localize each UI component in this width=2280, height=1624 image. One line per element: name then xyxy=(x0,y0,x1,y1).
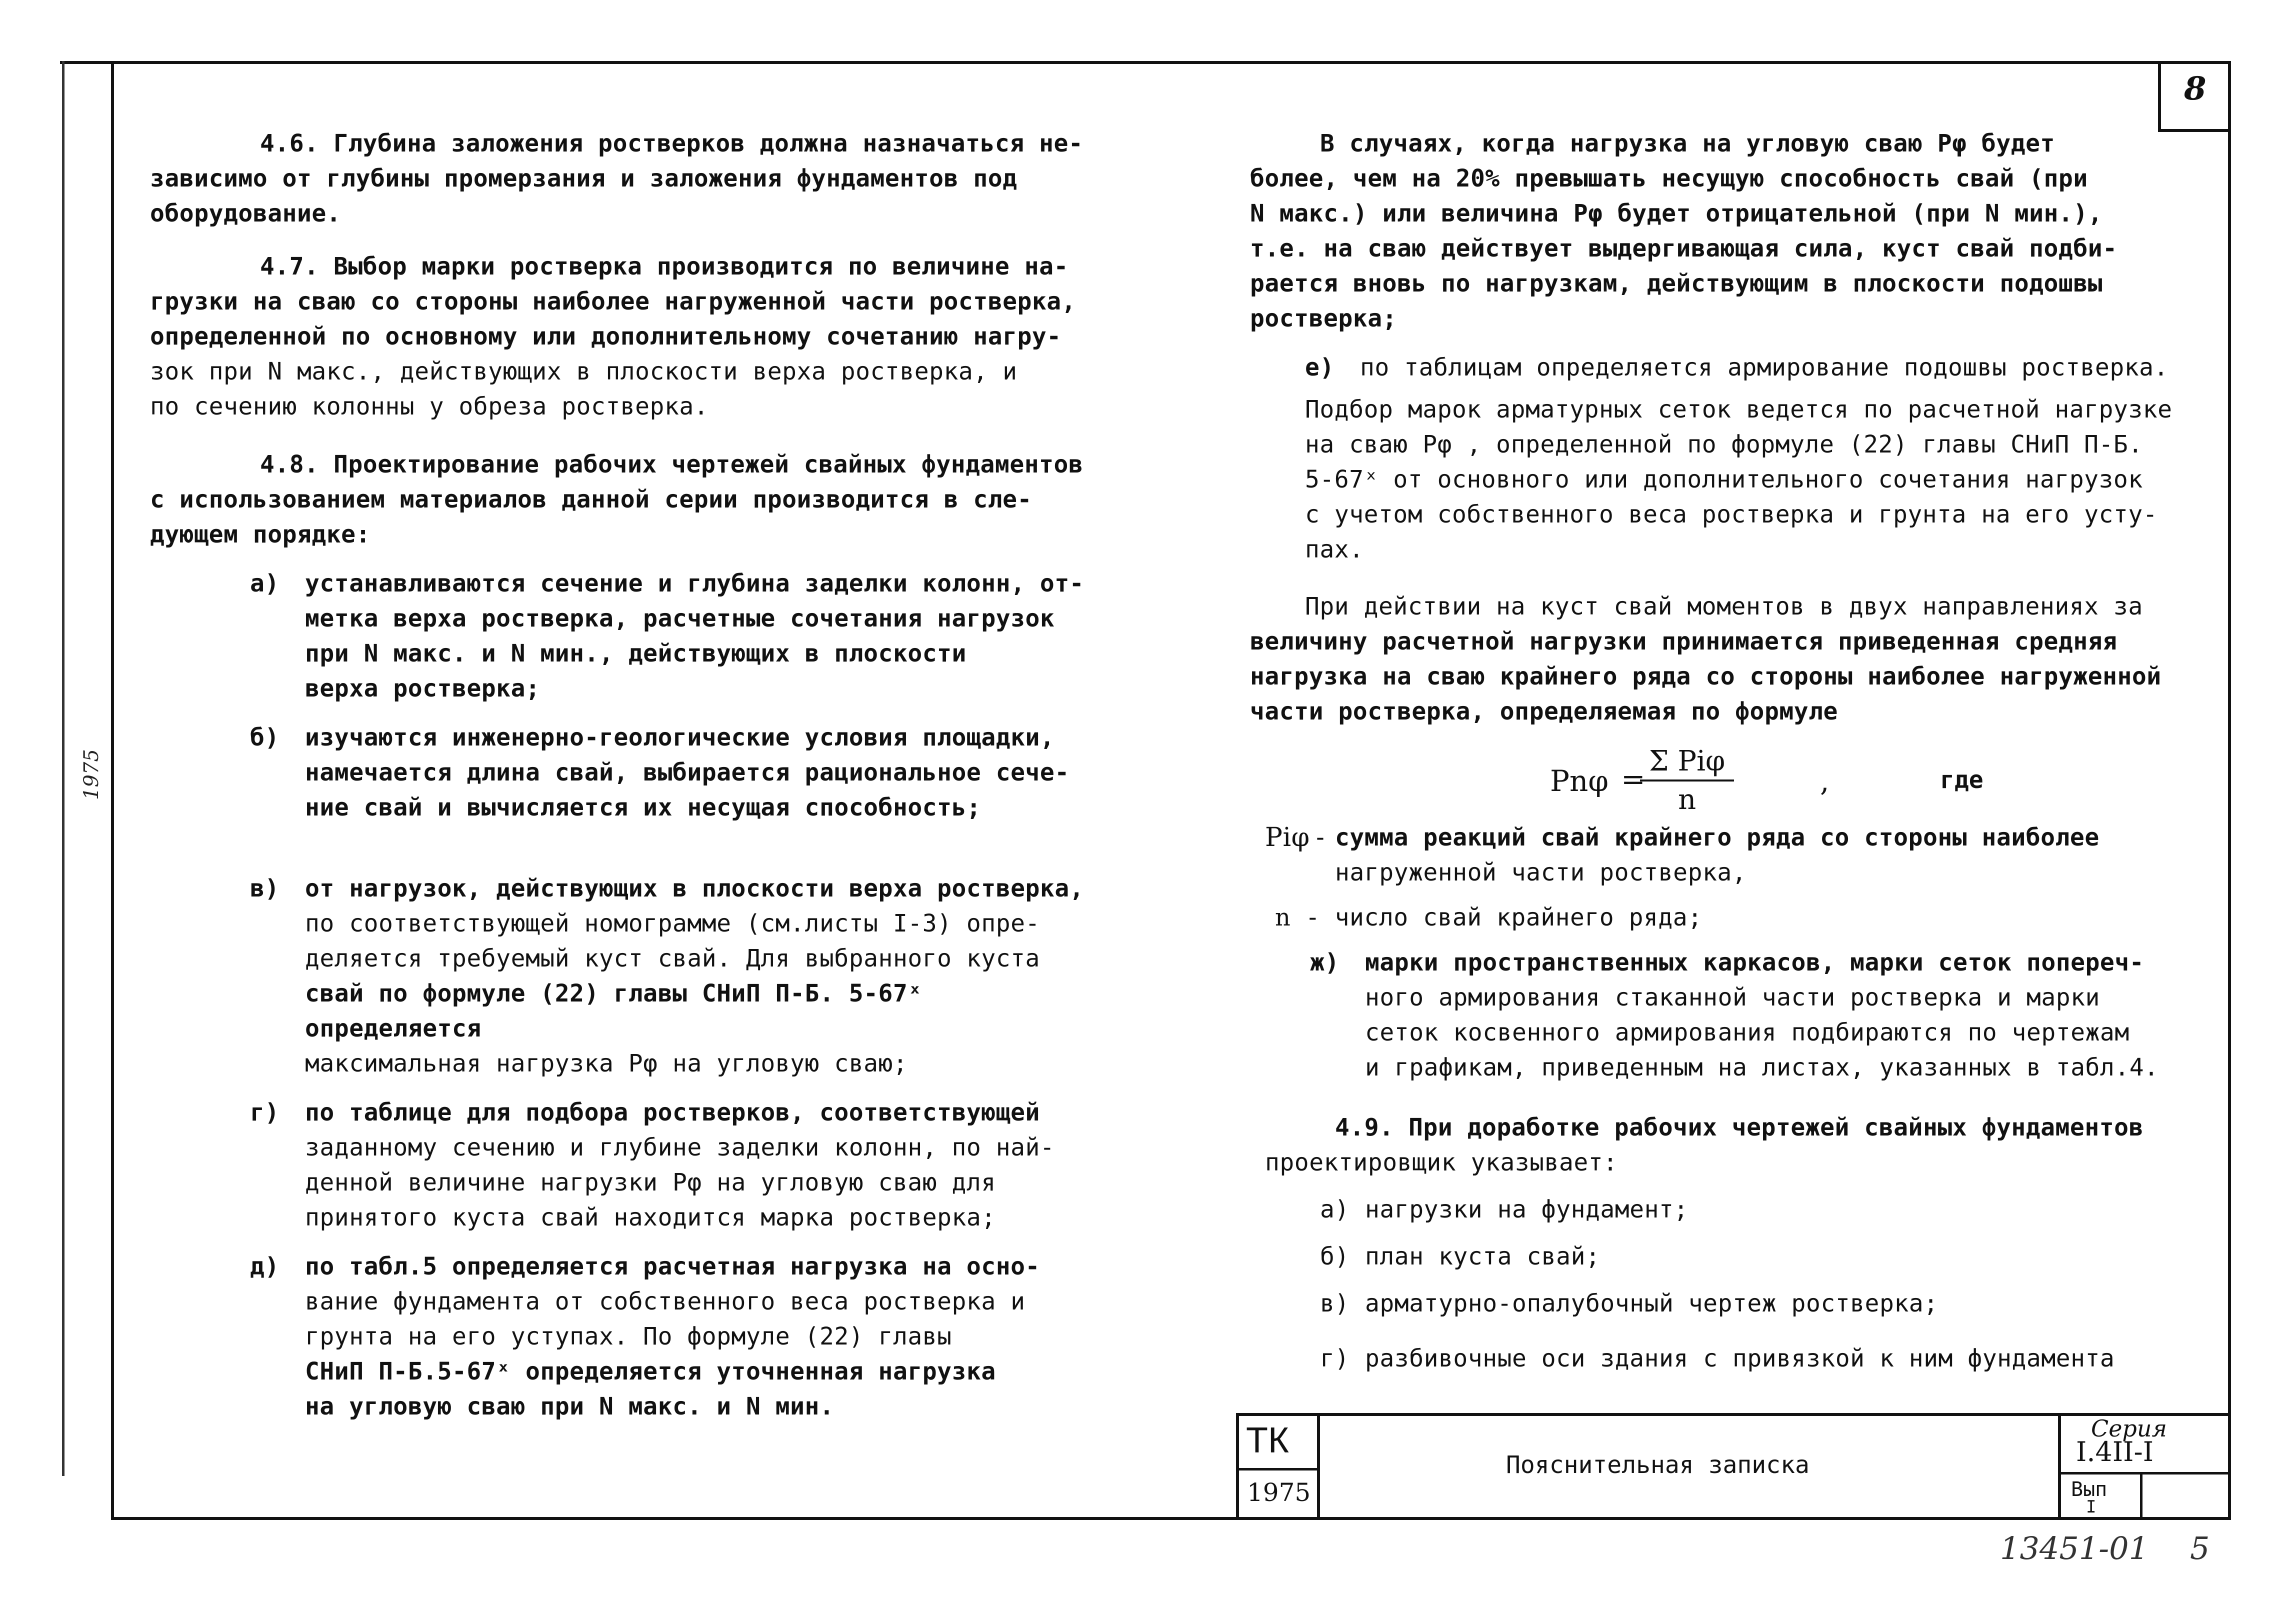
list-line: при N макс. и N мин., действующих в плоскости xyxy=(305,640,966,668)
right-column-lower xyxy=(1265,820,2190,1376)
formula-equals: = xyxy=(1621,762,1646,796)
procedure-list xyxy=(150,566,1100,1424)
list-line: ного армирования стаканной части ростверка и марки xyxy=(1365,984,2100,1012)
para-line: 5-67ˣ от основного или дополнительного сочетания нагрузок xyxy=(1305,466,2143,494)
list-4-9-item xyxy=(1320,1192,2190,1227)
para-line: с учетом собственного веса ростверка и грунта на его усту- xyxy=(1305,500,2158,528)
list-marker: б) xyxy=(250,724,280,752)
para-line: т.е. на сваю действует выдергивающая сила, куст свай подби- xyxy=(1250,234,2118,262)
formula-comma: , xyxy=(1820,764,1830,798)
list-item-g xyxy=(250,1095,1100,1235)
list-line: нагрузки на фундамент; xyxy=(1365,1196,1688,1224)
document-title: Пояснительная записка xyxy=(1506,1451,1810,1479)
list-line: верха ростверка; xyxy=(305,674,540,702)
list-line: свай по формуле (22) главы СНиП П-Б. 5-67ˣ определяется xyxy=(305,980,922,1042)
para-line: на сваю Pφ , определенной по формуле (22) главы СНиП П-Б. xyxy=(1305,430,2143,458)
para-line: При действии на куст свай моментов в двух направлениях за xyxy=(1305,592,2143,620)
list-marker: б) xyxy=(1320,1242,1350,1270)
list-line: максимальная нагрузка Pφ на угловую сваю; xyxy=(305,1050,908,1078)
right-column xyxy=(1250,126,2190,729)
formula-numerator: Σ Piφ xyxy=(1640,745,1734,782)
para-4-6-line: оборудование. xyxy=(150,200,342,228)
list-line: марки пространственных каркасов, марки сеток попереч- xyxy=(1365,948,2144,976)
para-4-8-line: дующем порядке: xyxy=(150,520,370,548)
para-4-8-line: с использованием материалов данной серии производится в сле- xyxy=(150,486,1032,514)
para-4-9 xyxy=(1265,1110,2190,1180)
list-line: план куста свай; xyxy=(1365,1242,1600,1270)
para-4-6 xyxy=(150,126,1100,231)
para-cases xyxy=(1250,126,2190,336)
list-marker: д) xyxy=(250,1252,280,1280)
series-value: I.4II-I xyxy=(2076,1436,2154,1468)
left-column xyxy=(150,126,1100,1424)
tb-issue-div xyxy=(2140,1472,2142,1520)
tb-div-1 xyxy=(1317,1413,1320,1520)
title-block xyxy=(1236,1413,2231,1520)
para-4-8-line: 4.8. Проектирование рабочих чертежей свайных фундаментов xyxy=(260,450,1084,478)
list-line: ние свай и вычисляется их несущая способность; xyxy=(305,794,982,822)
list-4-9-item xyxy=(1320,1341,2190,1376)
para-line: более, чем на 20% превышать несущую способность свай (при xyxy=(1250,164,2088,192)
list-line: принятого куста свай находится марка ростверка; xyxy=(305,1204,996,1232)
issue-value: I xyxy=(2086,1497,2096,1517)
list-marker: а) xyxy=(1320,1196,1350,1224)
para-4-6-line: 4.6. Глубина заложения ростверков должна назначаться не- xyxy=(260,130,1084,158)
list-line: по табл.5 определяется расчетная нагрузка на осно- xyxy=(305,1252,1040,1280)
list-item-zh xyxy=(1310,945,2190,1085)
definition-p xyxy=(1265,820,2190,890)
series-label: Серия xyxy=(2091,1415,2167,1442)
list-4-9 xyxy=(1265,1192,2190,1376)
definition-n xyxy=(1265,900,2190,935)
para-moments xyxy=(1250,589,2190,729)
list-line: вание фундамента от собственного веса ростверка и xyxy=(305,1288,1026,1316)
para-line: 4.9. При доработке рабочих чертежей свайных фундаментов xyxy=(1335,1114,2144,1142)
list-marker: в) xyxy=(1320,1290,1350,1318)
def-line: нагруженной части ростверка, xyxy=(1335,858,1747,886)
list-line: сеток косвенного армирования подбираются по чертежам xyxy=(1365,1018,2130,1046)
list-item-a xyxy=(250,566,1100,706)
para-4-8 xyxy=(150,447,1100,552)
margin-year: 1975 xyxy=(80,749,103,800)
def-dash: - xyxy=(1313,824,1328,852)
frame-left-line xyxy=(111,61,114,1520)
footer-page: 5 xyxy=(2190,1530,2210,1566)
list-line: грунта на его уступах. По формуле (22) главы xyxy=(305,1322,952,1350)
list-marker: а) xyxy=(250,570,280,598)
list-4-9-item xyxy=(1320,1239,2190,1274)
para-line: пах. xyxy=(1305,536,1364,564)
tb-top-line xyxy=(1236,1413,2231,1416)
list-marker: е) xyxy=(1305,354,1334,382)
list-line: по таблице для подбора ростверков, соответствующей xyxy=(305,1098,1040,1126)
list-line: от нагрузок, действующих в плоскости верха ростверка, xyxy=(305,874,1084,902)
formula-lhs: Pnφ xyxy=(1550,764,1608,798)
def-line: - число свай крайнего ряда; xyxy=(1305,904,1702,932)
list-marker: г) xyxy=(1320,1344,1350,1372)
tb-div-2 xyxy=(2058,1413,2061,1520)
list-marker: г) xyxy=(250,1098,280,1126)
para-4-7-line: по сечению колонны у обреза ростверка. xyxy=(150,392,709,420)
para-line: ростверка; xyxy=(1250,304,1397,332)
tb-mid-left xyxy=(1236,1468,1320,1470)
list-line: намечается длина свай, выбирается рациональное сече- xyxy=(305,758,1070,786)
tb-mid-right xyxy=(2058,1472,2231,1474)
para-line: N макс.) или величина Pφ будет отрицательной (при N мин.), xyxy=(1250,200,2103,228)
para-4-6-line: зависимо от глубины промерзания и заложения фундаментов под xyxy=(150,164,1018,192)
list-line: деляется требуемый куст свай. Для выбранного куста xyxy=(305,944,1040,972)
para-line: Подбор марок арматурных сеток ведется по расчетной нагрузке xyxy=(1305,396,2172,424)
year: 1975 xyxy=(1247,1478,1311,1507)
list-line: на угловую сваю при N макс. и N мин. xyxy=(305,1392,834,1420)
list-marker: ж) xyxy=(1310,948,1340,976)
para-line: части ростверка, определяемая по формуле xyxy=(1250,698,1838,726)
list-marker: в) xyxy=(250,874,280,902)
list-line: по таблицам определяется армирование подошвы ростверка. xyxy=(1360,354,2168,382)
frame-right-line xyxy=(2228,61,2231,1520)
def-line: сумма реакций свай крайнего ряда со стороны наиболее xyxy=(1335,824,2100,852)
list-line: и графикам, приведенным на листах, указанных в табл.4. xyxy=(1365,1054,2159,1082)
para-line: проектировщик указывает: xyxy=(1265,1148,1618,1176)
para-4-7-line: зок при N макс., действующих в плоскости верха ростверка, и xyxy=(150,358,1018,386)
list-item-v xyxy=(250,871,1100,1081)
para-4-7 xyxy=(150,249,1100,424)
formula xyxy=(1550,745,2150,815)
para-line: В случаях, когда нагрузка на угловую сваю Pφ будет xyxy=(1320,130,2055,158)
list-line: изучаются инженерно-геологические условия площадки, xyxy=(305,724,1055,752)
list-line: арматурно-опалубочный чертеж ростверка; xyxy=(1365,1290,1938,1318)
tb-left-line xyxy=(1236,1413,1239,1520)
list-item-e xyxy=(1305,350,2190,385)
org-code: ТК xyxy=(1246,1420,1289,1460)
para-line: величину расчетной нагрузки принимается приведенная средняя xyxy=(1250,628,2118,656)
binding-margin-line xyxy=(62,61,64,1476)
para-4-7-line: 4.7. Выбор марки ростверка производится по величине на- xyxy=(260,252,1068,280)
para-podbor xyxy=(1305,392,2190,567)
list-line: разбивочные оси здания с привязкой к ним фундамента xyxy=(1365,1344,2115,1372)
list-line: метка верха ростверка, расчетные сочетания нагрузок xyxy=(305,604,1055,632)
para-4-7-line: определенной по основному или дополнительному сочетанию нагру- xyxy=(150,322,1062,350)
formula-where: где xyxy=(1940,766,1984,794)
list-line: денной величине нагрузки Pφ на угловую сваю для xyxy=(305,1168,996,1196)
para-line: нагрузка на сваю крайнего ряда со стороны наиболее нагруженной xyxy=(1250,662,2162,690)
sheet-number: 8 xyxy=(2184,70,2206,108)
list-line: устанавливаются сечение и глубина заделки колонн, от- xyxy=(305,570,1084,598)
list-item-d xyxy=(250,1249,1100,1424)
list-line: по соответствующей номограмме (см.листы I-3) опре- xyxy=(305,910,1040,938)
sheet-box-left xyxy=(2158,61,2161,131)
formula-denominator: n xyxy=(1678,784,1696,816)
para-line: рается вновь по нагрузкам, действующим в плоскости подошвы xyxy=(1250,270,2103,298)
para-4-7-line: грузки на сваю со стороны наиболее нагруженной части ростверка, xyxy=(150,288,1076,316)
def-symbol: Piφ xyxy=(1265,822,1310,852)
formula-fraction xyxy=(1640,745,1734,816)
frame-top-line xyxy=(60,61,2230,64)
def-symbol-n: n xyxy=(1275,904,1291,932)
list-line: СНиП П-Б.5-67ˣ определяется уточненная нагрузка xyxy=(305,1358,996,1386)
list-item-b xyxy=(250,720,1100,825)
issue-label: Вып xyxy=(2071,1478,2108,1501)
list-4-9-item xyxy=(1320,1286,2190,1321)
footer-number: 13451-01 xyxy=(2000,1530,2149,1566)
list-line: заданному сечению и глубине заделки колонн, по най- xyxy=(305,1134,1055,1162)
